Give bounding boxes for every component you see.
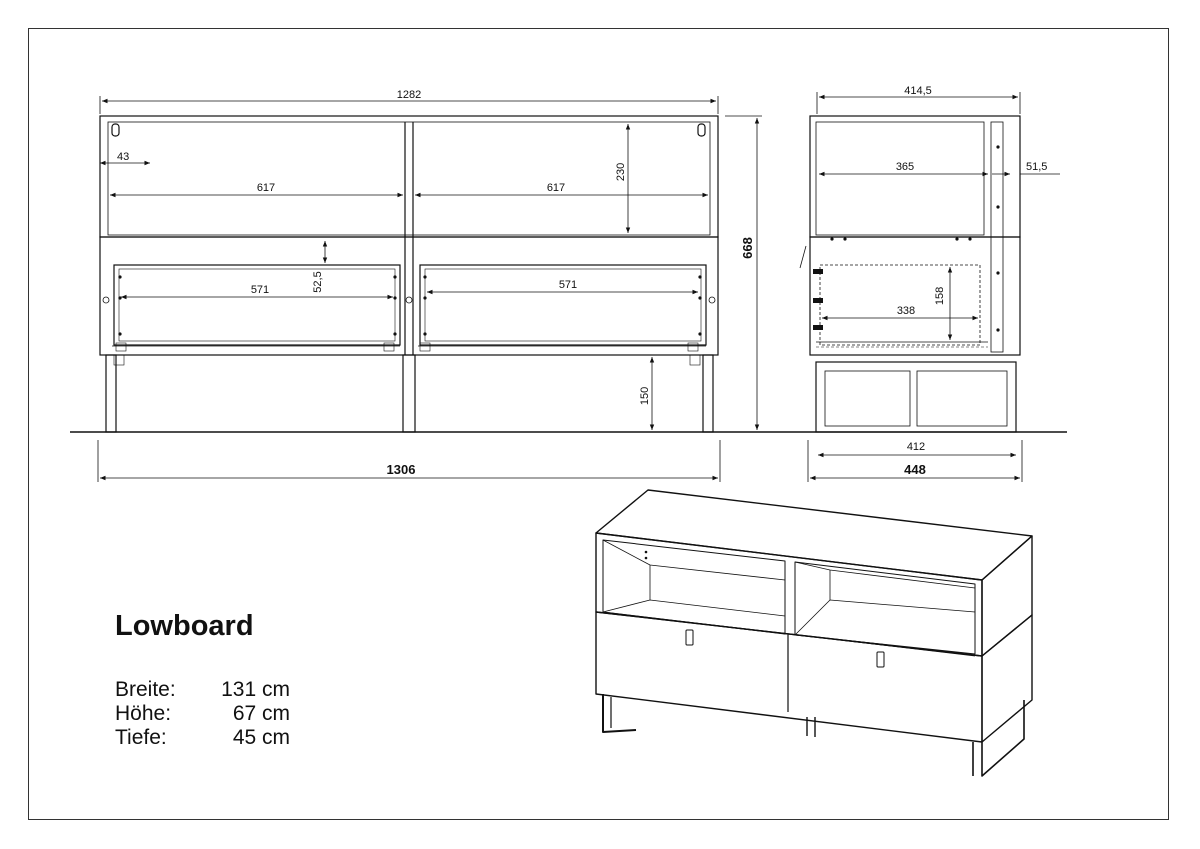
spec-value: 67 cm [232, 702, 290, 725]
front-bottom-box [100, 237, 718, 355]
dim-51-5: 51,5 [1026, 161, 1048, 173]
dim-365: 365 [895, 161, 915, 173]
side-holes [813, 145, 1000, 331]
side-bottom-box [810, 237, 1020, 355]
dim-448: 448 [904, 462, 926, 477]
front-holes [118, 275, 701, 335]
dim-52-5: 52,5 [312, 271, 324, 293]
dim-1282: 1282 [396, 89, 422, 101]
dim-43: 43 [117, 151, 130, 163]
spec-row-width [115, 678, 290, 702]
front-drawer-right [420, 265, 706, 345]
front-drawer-left [114, 265, 400, 345]
dim-230: 230 [615, 162, 627, 182]
spec-value: 45 cm [232, 726, 290, 749]
dim-150: 150 [639, 386, 651, 406]
dim-617-right: 617 [546, 182, 566, 194]
spec-list [115, 678, 290, 750]
spec-value: 131 cm [221, 678, 290, 701]
dim-571-left: 571 [250, 284, 270, 296]
dim-338: 338 [896, 305, 916, 317]
isometric-view [596, 490, 1032, 776]
side-leg-frame [816, 362, 1016, 432]
dim-668: 668 [740, 237, 755, 259]
side-top-box [810, 116, 1020, 237]
front-leg-right [703, 355, 713, 432]
product-title: Lowboard [115, 610, 254, 642]
spec-label: Höhe: [115, 702, 172, 725]
spec-label: Tiefe: [115, 726, 167, 749]
front-leg-mid [403, 355, 415, 432]
dim-158: 158 [934, 286, 946, 306]
front-leg-left [106, 355, 116, 432]
dim-571-right: 571 [558, 279, 578, 291]
dim-414-5: 414,5 [904, 85, 932, 97]
spec-row-height [115, 702, 290, 726]
dim-412: 412 [906, 441, 926, 453]
spec-row-depth [115, 726, 290, 750]
dim-617-left: 617 [256, 182, 276, 194]
spec-label: Breite: [115, 678, 176, 701]
dim-1306: 1306 [386, 462, 416, 477]
